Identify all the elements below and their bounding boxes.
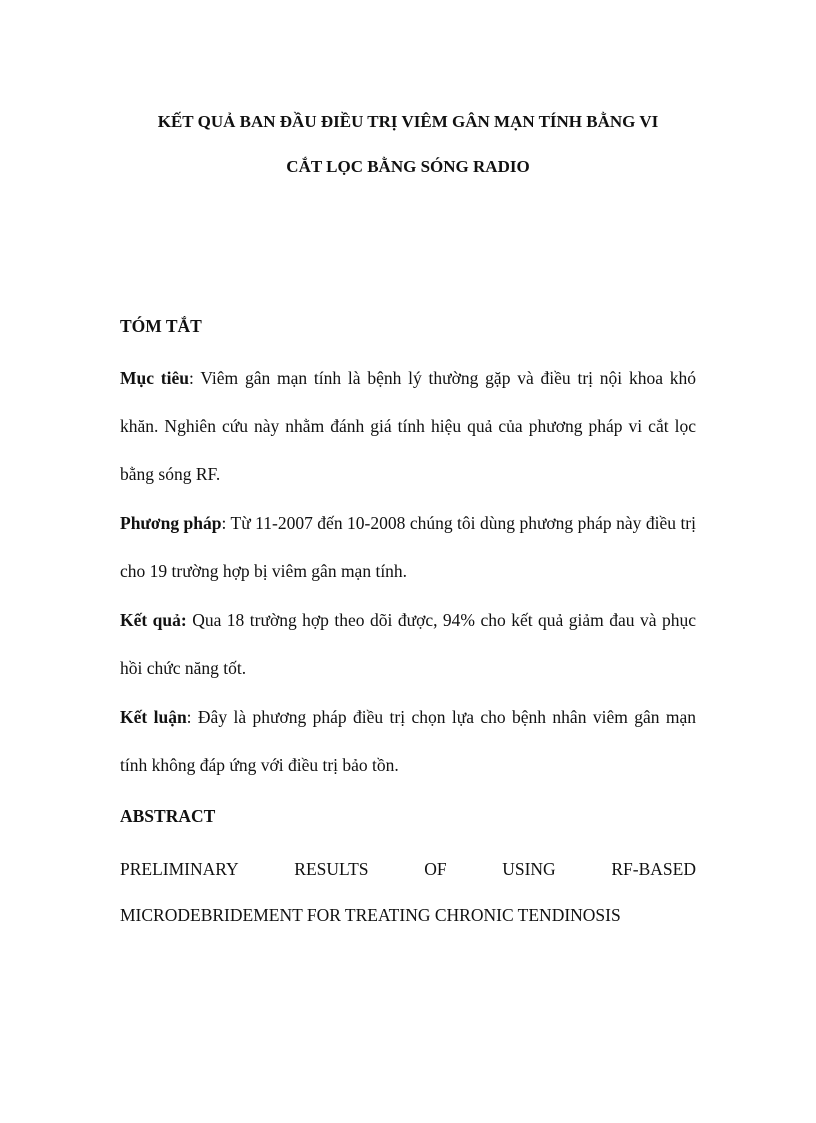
abstract-heading: ABSTRACT (120, 806, 216, 826)
method-paragraph (120, 499, 696, 595)
abstract-title-line-1 (120, 859, 696, 879)
objective-label: Mục tiêu (120, 368, 189, 388)
conclusion-label: Kết luận (120, 707, 187, 727)
conclusion-paragraph (120, 693, 696, 789)
conclusion-text: : Đây là phương pháp điều trị chọn lựa cho bệnh nhân viêm gân mạn tính không đáp ứng với điều trị bảo tồn. (120, 707, 696, 775)
abstract-title-word: PRELIMINARY (120, 859, 239, 879)
results-paragraph (120, 596, 696, 692)
abstract-title-word: RESULTS (294, 859, 369, 879)
results-text: Qua 18 trường hợp theo dõi được, 94% cho kết quả giảm đau và phục hồi chức năng tốt. (120, 610, 696, 678)
method-text: : Từ 11-2007 đến 10-2008 chúng tôi dùng phương pháp này điều trị cho 19 trường hợp bị viêm gân mạn tính. (120, 513, 696, 581)
document-title-line-1: KẾT QUẢ BAN ĐẦU ĐIỀU TRỊ VIÊM GÂN MẠN TÍNH BẰNG VI (157, 112, 659, 131)
objective-paragraph (120, 354, 696, 498)
abstract-title-line-2: MICRODEBRIDEMENT FOR TREATING CHRONIC TENDINOSIS (120, 905, 621, 925)
results-label: Kết quả: (120, 610, 187, 630)
document-title-line-2: CẮT LỌC BẰNG SÓNG RADIO (286, 157, 530, 176)
abstract-title-word: USING (502, 859, 556, 879)
summary-heading: TÓM TẮT (120, 316, 202, 336)
objective-text: : Viêm gân mạn tính là bệnh lý thường gặp và điều trị nội khoa khó khăn. Nghiên cứu này nhằm đánh giá tính hiệu quả của phương pháp vi cắt lọc bằng sóng RF. (120, 368, 696, 484)
abstract-title-word: OF (424, 859, 447, 879)
abstract-title-word: RF-BASED (611, 859, 696, 879)
method-label: Phương pháp (120, 513, 222, 533)
